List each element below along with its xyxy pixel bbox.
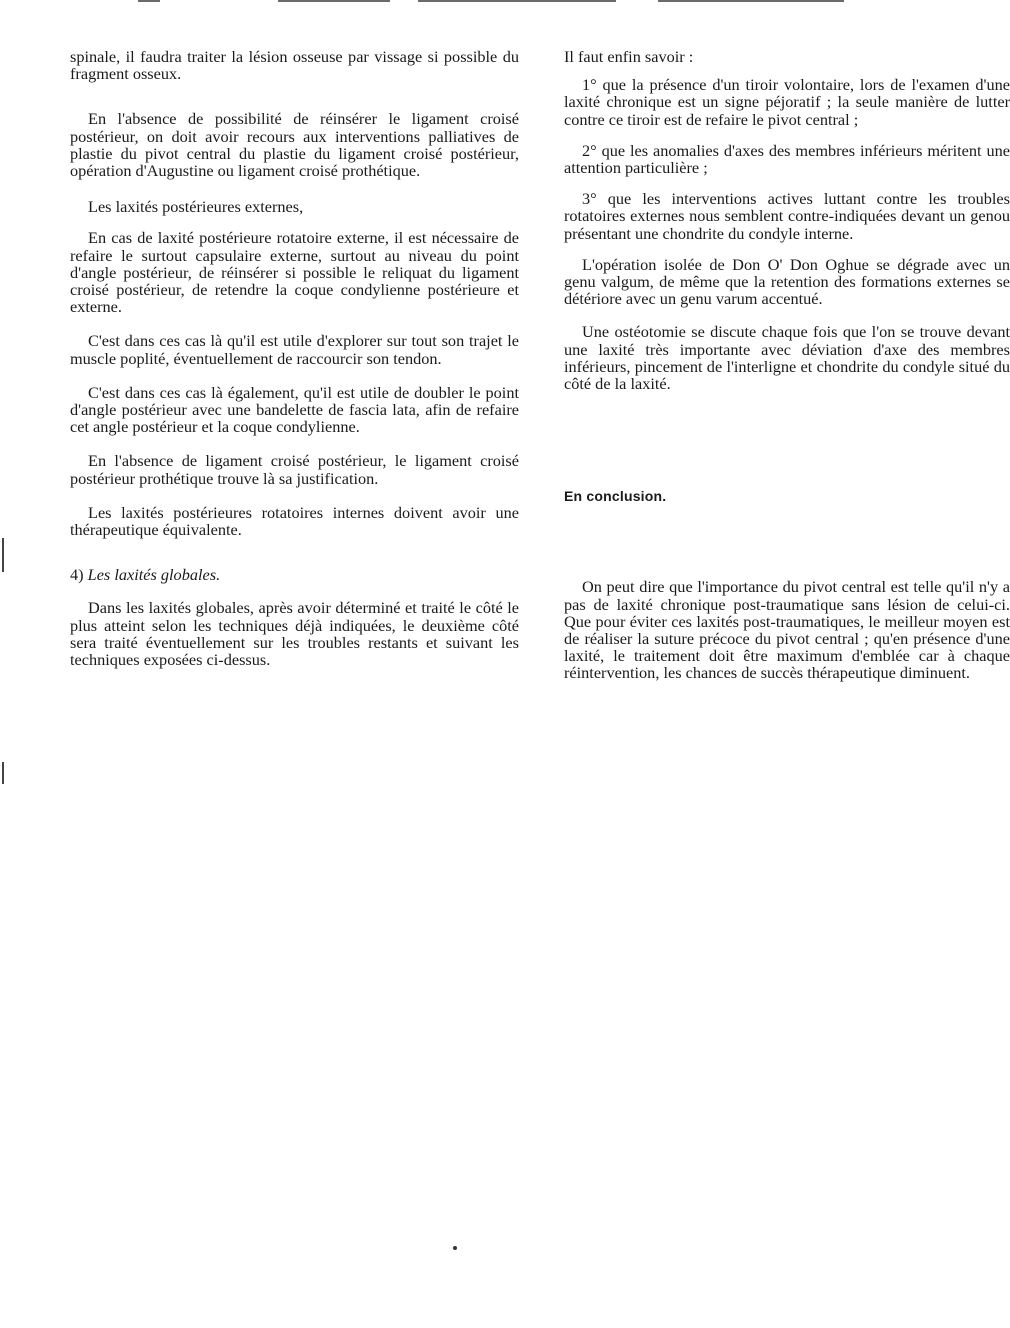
section-heading	[70, 566, 519, 583]
page-dot	[453, 1246, 457, 1250]
paragraph: En l'absence de possibilité de réinsérer le ligament croisé postérieur, on doit avoir recours aux interventions palliatives de plastie du pivot central du plastie du ligament croisé postérieur, opération d'Augustine ou ligament croisé prothétique.	[70, 109, 519, 181]
left-column	[70, 48, 519, 668]
heading-text: Les laxités globales.	[87, 565, 221, 585]
paragraph: Les laxités postérieures rotatoires internes doivent avoir une thérapeutique équivalente.	[70, 502, 519, 540]
paragraph: Il faut enfin savoir :	[564, 47, 694, 66]
margin-mark	[2, 762, 4, 784]
top-rule	[138, 0, 160, 2]
list-item: 2° que les anomalies d'axes des membres inférieurs méritent une attention particulière ;	[564, 140, 1010, 178]
top-rule	[418, 0, 616, 2]
paragraph: En l'absence de ligament croisé postérieur, le ligament croisé postérieur prothétique trouve là sa justification.	[70, 451, 519, 488]
paragraph: Dans les laxités globales, après avoir déterminé et traité le côté le plus atteint selon les techniques déjà indiquées, le deuxième côté sera traité éventuellement sur les troubles restants et suivant les techniques exposées ci-dessus.	[70, 598, 519, 670]
heading-number: 4)	[70, 565, 84, 585]
top-rule	[278, 0, 390, 2]
margin-mark	[2, 538, 4, 572]
paragraph: L'opération isolée de Don O' Don Oghue se dégrade avec un genu valgum, de même que la retention des formations externes se détériore avec un genu varum accentué.	[564, 254, 1010, 309]
paragraph: C'est dans ces cas là qu'il est utile d'explorer sur tout son trajet le muscle poplité, éventuellement de raccourcir son tendon.	[70, 331, 519, 368]
top-rule	[658, 0, 844, 2]
paragraph: On peut dire que l'importance du pivot central est telle qu'il n'y a pas de laxité chronique post-traumatique sans lésion de celui-ci. Que pour éviter ces laxités post-traumatiques, le meilleur moyen est de réaliser la suture précoce du pivot central ; qu'en présence d'une laxité, le traitement doit être maximum d'emblée car à chaque réintervention, les chances de succès thérapeutique diminuent.	[564, 577, 1010, 683]
paragraph: C'est dans ces cas là également, qu'il est utile de doubler le point d'angle postérieur avec une bandelette de fascia lata, afin de refaire cet angle postérieur et la coque condylienne.	[70, 382, 519, 437]
right-column	[564, 48, 1010, 682]
paragraph: Une ostéotomie se discute chaque fois que l'on se trouve devant une laxité très importante avec déviation d'axe des membres inférieurs, pincement de l'interligne et chondrite du condyle situé du côté de la laxité.	[564, 322, 1010, 394]
paragraph: En cas de laxité postérieure rotatoire externe, il est nécessaire de refaire le surtout capsulaire externe, surtout au niveau du point d'angle postérieur, de réinsérer si possible le reliquat du ligament croisé postérieur, de retendre la coque condylienne postérieure et externe.	[70, 228, 519, 317]
conclusion-heading: En conclusion.	[564, 488, 667, 505]
paragraph: spinale, il faudra traiter la lésion osseuse par vissage si possible du fragment osseux.	[70, 47, 519, 84]
section-subheading: Les laxités postérieures externes,	[88, 197, 304, 217]
list-item: 1° que la présence d'un tiroir volontaire, lors de l'examen d'une laxité chronique est un signe péjoratif ; la seule manière de lutter contre ce tiroir est de refaire le pivot central ;	[564, 75, 1010, 129]
list-item: 3° que les interventions actives luttant contre les troubles rotatoires externes nous semblent contre-indiquées devant un genou présentant une chondrite du condyle interne.	[564, 189, 1010, 243]
